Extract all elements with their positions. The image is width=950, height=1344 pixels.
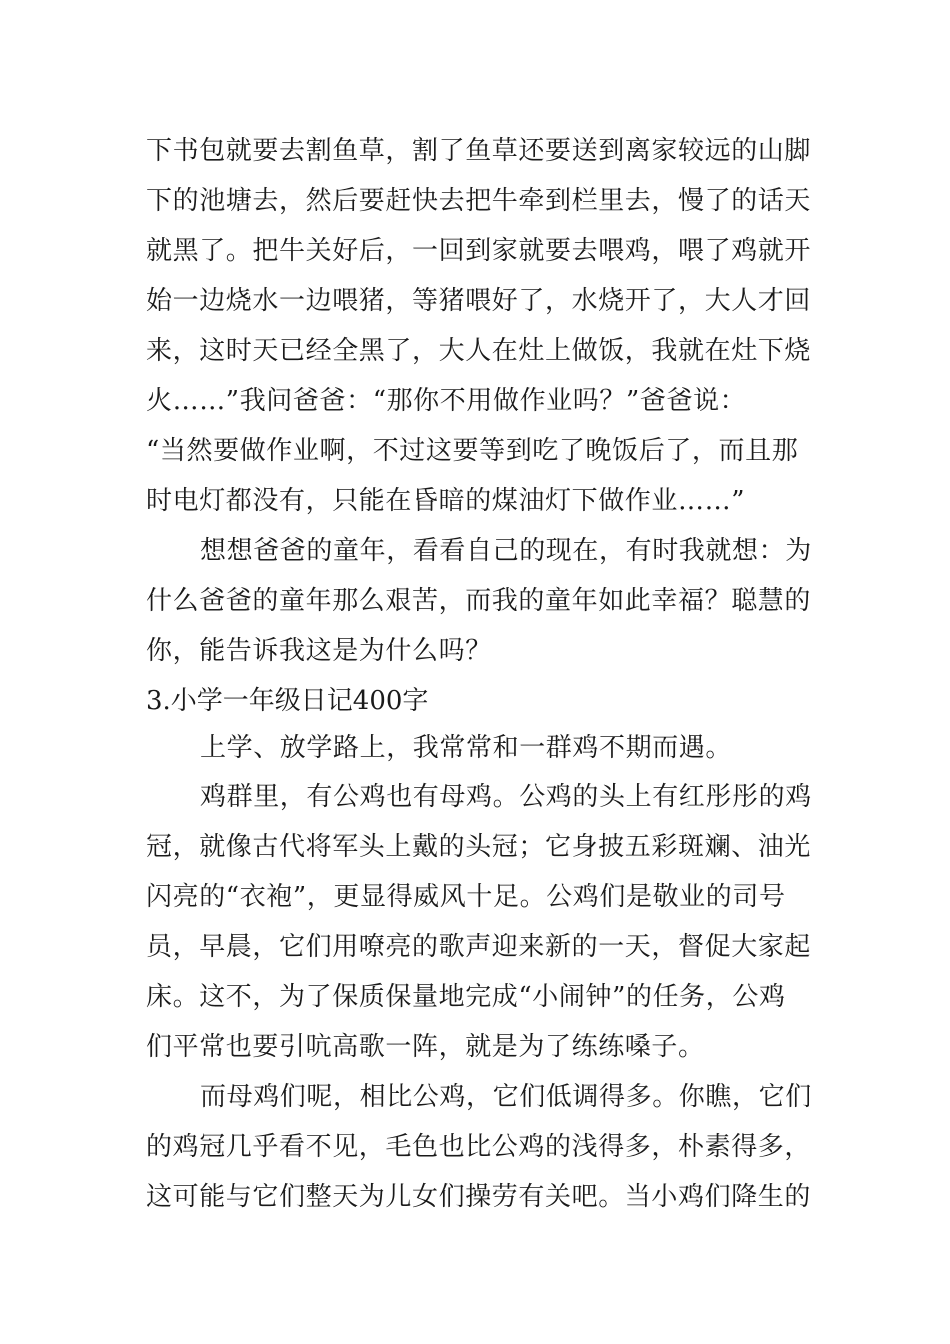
text-line: 的鸡冠几乎看不见，毛色也比公鸡的浅得多，朴素得多，	[146, 1132, 812, 1162]
section-heading-block	[146, 676, 806, 726]
text-line: 始一边烧水一边喂猪，等猪喂好了，水烧开了，大人才回	[146, 286, 812, 316]
text-line: 床。这不，为了保质保量地完成“小闹钟”的任务，公鸡	[146, 982, 786, 1012]
text-line: “当然要做作业啊，不过这要等到吃了晚饭后了，而且那	[146, 436, 799, 466]
text-line: 来，这时天已经全黑了，大人在灶上做饭，我就在灶下烧	[146, 336, 812, 366]
text-line: 闪亮的“衣袍”，更显得威风十足。公鸡们是敬业的司号	[146, 882, 786, 912]
text-line: 这可能与它们整天为儿女们操劳有关吧。当小鸡们降生的	[146, 1182, 812, 1212]
text-line: 们平常也要引吭高歌一阵，就是为了练练嗓子。	[146, 1032, 705, 1062]
text-line: 员，早晨，它们用嘹亮的歌声迎来新的一天，督促大家起	[146, 932, 812, 962]
text-line: 而母鸡们呢，相比公鸡，它们低调得多。你瞧，它们	[200, 1082, 812, 1112]
paragraph-roosters	[146, 772, 812, 1072]
paragraph-intro	[146, 723, 806, 773]
text-line: 时电灯都没有，只能在昏暗的煤油灯下做作业……”	[146, 486, 746, 516]
paragraph-story-end	[146, 126, 812, 526]
text-line: 想想爸爸的童年，看看自己的现在，有时我就想：为	[200, 536, 812, 566]
text-line: 下的池塘去，然后要赶快去把牛牵到栏里去，慢了的话天	[146, 186, 812, 216]
text-line: 什么爸爸的童年那么艰苦，而我的童年如此幸福？聪慧的	[146, 586, 812, 616]
text-line: 你，能告诉我这是为什么吗？	[146, 636, 492, 666]
paragraph-hens	[146, 1072, 812, 1222]
text-line: 冠，就像古代将军头上戴的头冠；它身披五彩斑斓、油光	[146, 832, 812, 862]
text-line: 下书包就要去割鱼草，割了鱼草还要送到离家较远的山脚	[146, 136, 812, 166]
section-heading: 3.小学一年级日记400字	[146, 686, 429, 716]
text-line: 就黑了。把牛关好后，一回到家就要去喂鸡，喂了鸡就开	[146, 236, 812, 266]
text-line: 鸡群里，有公鸡也有母鸡。公鸡的头上有红彤彤的鸡	[200, 782, 812, 812]
text-line: 上学、放学路上，我常常和一群鸡不期而遇。	[200, 733, 733, 763]
paragraph-reflection	[146, 526, 812, 676]
text-line: 火……”我问爸爸：“那你不用做作业吗？”爸爸说：	[146, 386, 747, 416]
